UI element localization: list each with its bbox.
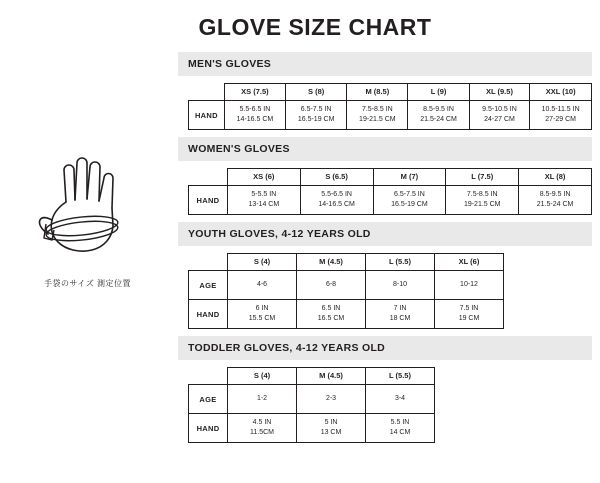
table-youth-gloves	[188, 253, 504, 329]
size-tables-container	[178, 52, 592, 450]
column-header: XL (8)	[519, 169, 592, 186]
table-row	[189, 300, 504, 329]
glove-hand-measure-illustration	[28, 150, 148, 270]
column-header: L (5.5)	[366, 254, 435, 271]
table-cell: 7.5-8.5 IN 19-21.5 CM	[347, 101, 408, 130]
column-header: M (8.5)	[347, 84, 408, 101]
table-corner-cell	[189, 169, 228, 186]
column-header: S (4)	[228, 368, 297, 385]
section-header-womens: WOMEN'S GLOVES	[178, 137, 592, 161]
table-cell: 8-10	[366, 271, 435, 300]
row-header: HAND	[189, 101, 225, 130]
table-cell: 8.5-9.5 IN 21.5-24 CM	[519, 186, 592, 215]
table-cell: 8.5-9.5 IN 21.5-24 CM	[408, 101, 469, 130]
table-corner-cell	[189, 254, 228, 271]
table-cell: 7.5-8.5 IN 19-21.5 CM	[446, 186, 519, 215]
column-header: L (9)	[408, 84, 469, 101]
table-cell: 6-8	[297, 271, 366, 300]
column-header: XS (6)	[227, 169, 300, 186]
row-header: AGE	[189, 271, 228, 300]
table-row	[189, 101, 592, 130]
table-cell: 6.5-7.5 IN 16.5-19 CM	[373, 186, 446, 215]
row-header: HAND	[189, 186, 228, 215]
row-header: AGE	[189, 385, 228, 414]
column-header: M (4.5)	[297, 254, 366, 271]
column-header: S (8)	[286, 84, 347, 101]
row-header: HAND	[189, 300, 228, 329]
table-row	[189, 414, 435, 443]
column-header: XXL (10)	[530, 84, 592, 101]
table-cell: 6.5-7.5 IN 16.5-19 CM	[286, 101, 347, 130]
section-mens-gloves	[178, 52, 592, 130]
illustration-caption: 手袋のサイズ 測定位置	[43, 279, 132, 288]
table-toddler-gloves	[188, 367, 435, 443]
table-cell: 5.5-6.5 IN 14-16.5 CM	[224, 101, 285, 130]
table-corner-cell	[189, 84, 225, 101]
table-cell: 5.5 IN 14 CM	[366, 414, 435, 443]
table-header-row	[189, 254, 504, 271]
table-cell: 6 IN 15.5 CM	[228, 300, 297, 329]
row-header: HAND	[189, 414, 228, 443]
section-header-mens: MEN'S GLOVES	[178, 52, 592, 76]
section-womens-gloves	[178, 137, 592, 215]
table-cell: 5.5-6.5 IN 14-16.5 CM	[300, 186, 373, 215]
column-header: XS (7.5)	[224, 84, 285, 101]
table-mens-gloves	[188, 83, 592, 130]
column-header: XL (9.5)	[469, 84, 530, 101]
column-header: M (7)	[373, 169, 446, 186]
section-header-toddler: TODDLER GLOVES, 4-12 YEARS OLD	[178, 336, 592, 360]
table-row	[189, 271, 504, 300]
section-youth-gloves	[178, 222, 592, 329]
table-header-row	[189, 169, 592, 186]
table-womens-gloves	[188, 168, 592, 215]
column-header: L (7.5)	[446, 169, 519, 186]
table-header-row	[189, 84, 592, 101]
column-header: M (4.5)	[297, 368, 366, 385]
table-cell: 4.5 IN 11.5CM	[228, 414, 297, 443]
table-cell: 5-5.5 IN 13-14 CM	[227, 186, 300, 215]
table-cell: 5 IN 13 CM	[297, 414, 366, 443]
table-corner-cell	[189, 368, 228, 385]
section-toddler-gloves	[178, 336, 592, 443]
column-header: S (4)	[228, 254, 297, 271]
column-header: XL (6)	[435, 254, 504, 271]
table-cell: 1-2	[228, 385, 297, 414]
table-row	[189, 385, 435, 414]
column-header: L (5.5)	[366, 368, 435, 385]
table-cell: 7 IN 18 CM	[366, 300, 435, 329]
glove-illustration-block	[0, 150, 175, 289]
table-cell: 2-3	[297, 385, 366, 414]
table-cell: 10-12	[435, 271, 504, 300]
column-header: S (6.5)	[300, 169, 373, 186]
table-cell: 7.5 IN 19 CM	[435, 300, 504, 329]
section-header-youth: YOUTH GLOVES, 4-12 YEARS OLD	[178, 222, 592, 246]
page-title: GLOVE SIZE CHART	[198, 14, 432, 40]
table-cell: 3-4	[366, 385, 435, 414]
table-cell: 9.5-10.5 IN 24-27 CM	[469, 101, 530, 130]
table-cell: 6.5 IN 16.5 CM	[297, 300, 366, 329]
table-cell: 10.5-11.5 IN 27-29 CM	[530, 101, 592, 130]
table-cell: 4-6	[228, 271, 297, 300]
table-row	[189, 186, 592, 215]
table-header-row	[189, 368, 435, 385]
